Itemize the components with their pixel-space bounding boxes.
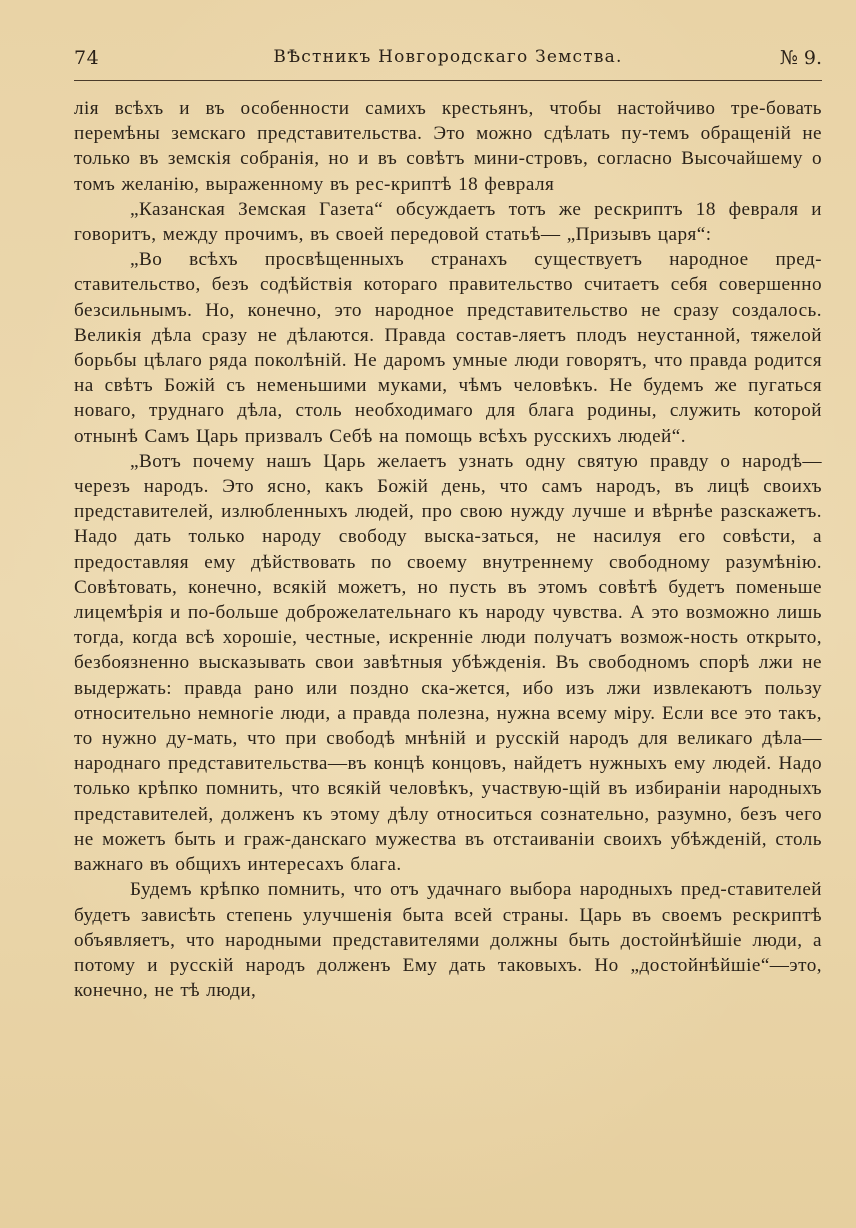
paragraph-quote-representation: „Во всѣхъ просвѣщенныхъ странахъ существуетъ народное пред-ставительство, безъ содѣйствія котораго правительство считаетъ себя совершенно безсильнымъ. Но, конечно, это народное представительство не сразу создалось. Великія дѣла сразу не дѣлаются. Правда состав-ляетъ плодъ неустанной, тяжелой борьбы цѣлаго ряда поколѣній. Не даромъ умные люди говорятъ, что правда родится на свѣтъ Божій съ неменьшими муками, чѣмъ человѣкъ. Не будемъ же пугаться новаго, труднаго дѣла, столь необходимаго для блага родины, служить которой отнынѣ Самъ Царь призвалъ Себѣ на помощь всѣхъ русскихъ людей“. — [74, 249, 822, 447]
article-body — [74, 96, 822, 1003]
paragraph-continued: лія всѣхъ и въ особенности самихъ крестьянъ, чтобы настойчиво тре-бовать перемѣны земскаго представительства. Это можно сдѣлать пу-темъ обращеній не только въ земскія собранія, но и въ совѣтъ мини-стровъ, согласно Высочайшему о томъ желанію, выраженному въ рес-криптѣ 18 февраля — [74, 98, 822, 195]
running-header — [74, 44, 822, 74]
page-number: 74 — [74, 47, 100, 69]
journal-title: ВѢстникъ Новгородскаго Земства. — [273, 47, 623, 67]
paragraph-elections: Будемъ крѣпко помнить, что отъ удачнаго выбора народныхъ пред-ставителей будетъ зависѣть степень улучшенія быта всей страны. Царь въ своемъ рескриптѣ объявляетъ, что народными представителями должны быть достойнѣйшіе люди, а потому и русскій народъ долженъ Ему дать таковыхъ. Но „достойнѣйшіе“—это, конечно, не тѣ люди, — [74, 879, 822, 1002]
paragraph-quote-tsar-truth: „Вотъ почему нашъ Царь желаетъ узнать одну святую правду о народѣ—черезъ народъ. Это ясно, какъ Божій день, что самъ народъ, въ лицѣ своихъ представителей, излюбленныхъ людей, про свою нужду лучше и вѣрнѣе разскажетъ. Надо дать только народу свободу выска-заться, не насилуя его совѣсти, а предоставляя ему дѣйствовать по своему внутреннему свободному разумѣнію. Совѣтовать, конечно, всякій можетъ, но пусть въ этомъ совѣтѣ будетъ поменьше лицемѣрія и по-больше доброжелательнаго къ народу чувства. А это возможно лишь тогда, когда всѣ хорошіе, честные, искренніе люди получатъ возмож-ность открыто, безбоязненно высказывать свои завѣтныя убѣжденія. Въ свободномъ спорѣ лжи не выдержать: правда рано или поздно ска-жется, ибо изъ лжи извлекаютъ пользу относительно немногіе люди, а правда полезна, нужна всему міру. Если все это такъ, то нужно ду-мать, что при свободѣ мнѣній и русскій народъ для великаго дѣла— народнаго представительства—въ концѣ концовъ, найдетъ нужныхъ ему людей. Надо только крѣпко помнить, что всякій человѣкъ, участвую-щій въ избираніи народныхъ представителей, долженъ къ этому дѣлу относиться сознательно, разумно, безъ чего не можетъ быть и граж-данскаго мужества въ отстаиваніи своихъ убѣжденій, столь важнаго въ общихъ интересахъ блага. — [74, 450, 822, 876]
header-rule — [74, 80, 822, 81]
issue-number: № 9. — [779, 47, 822, 69]
paragraph-kazan-gazette: „Казанская Земская Газета“ обсуждаетъ тотъ же рескриптъ 18 февраля и говоритъ, между прочимъ, въ своей передовой статьѣ— „Призывъ царя“: — [74, 198, 822, 246]
